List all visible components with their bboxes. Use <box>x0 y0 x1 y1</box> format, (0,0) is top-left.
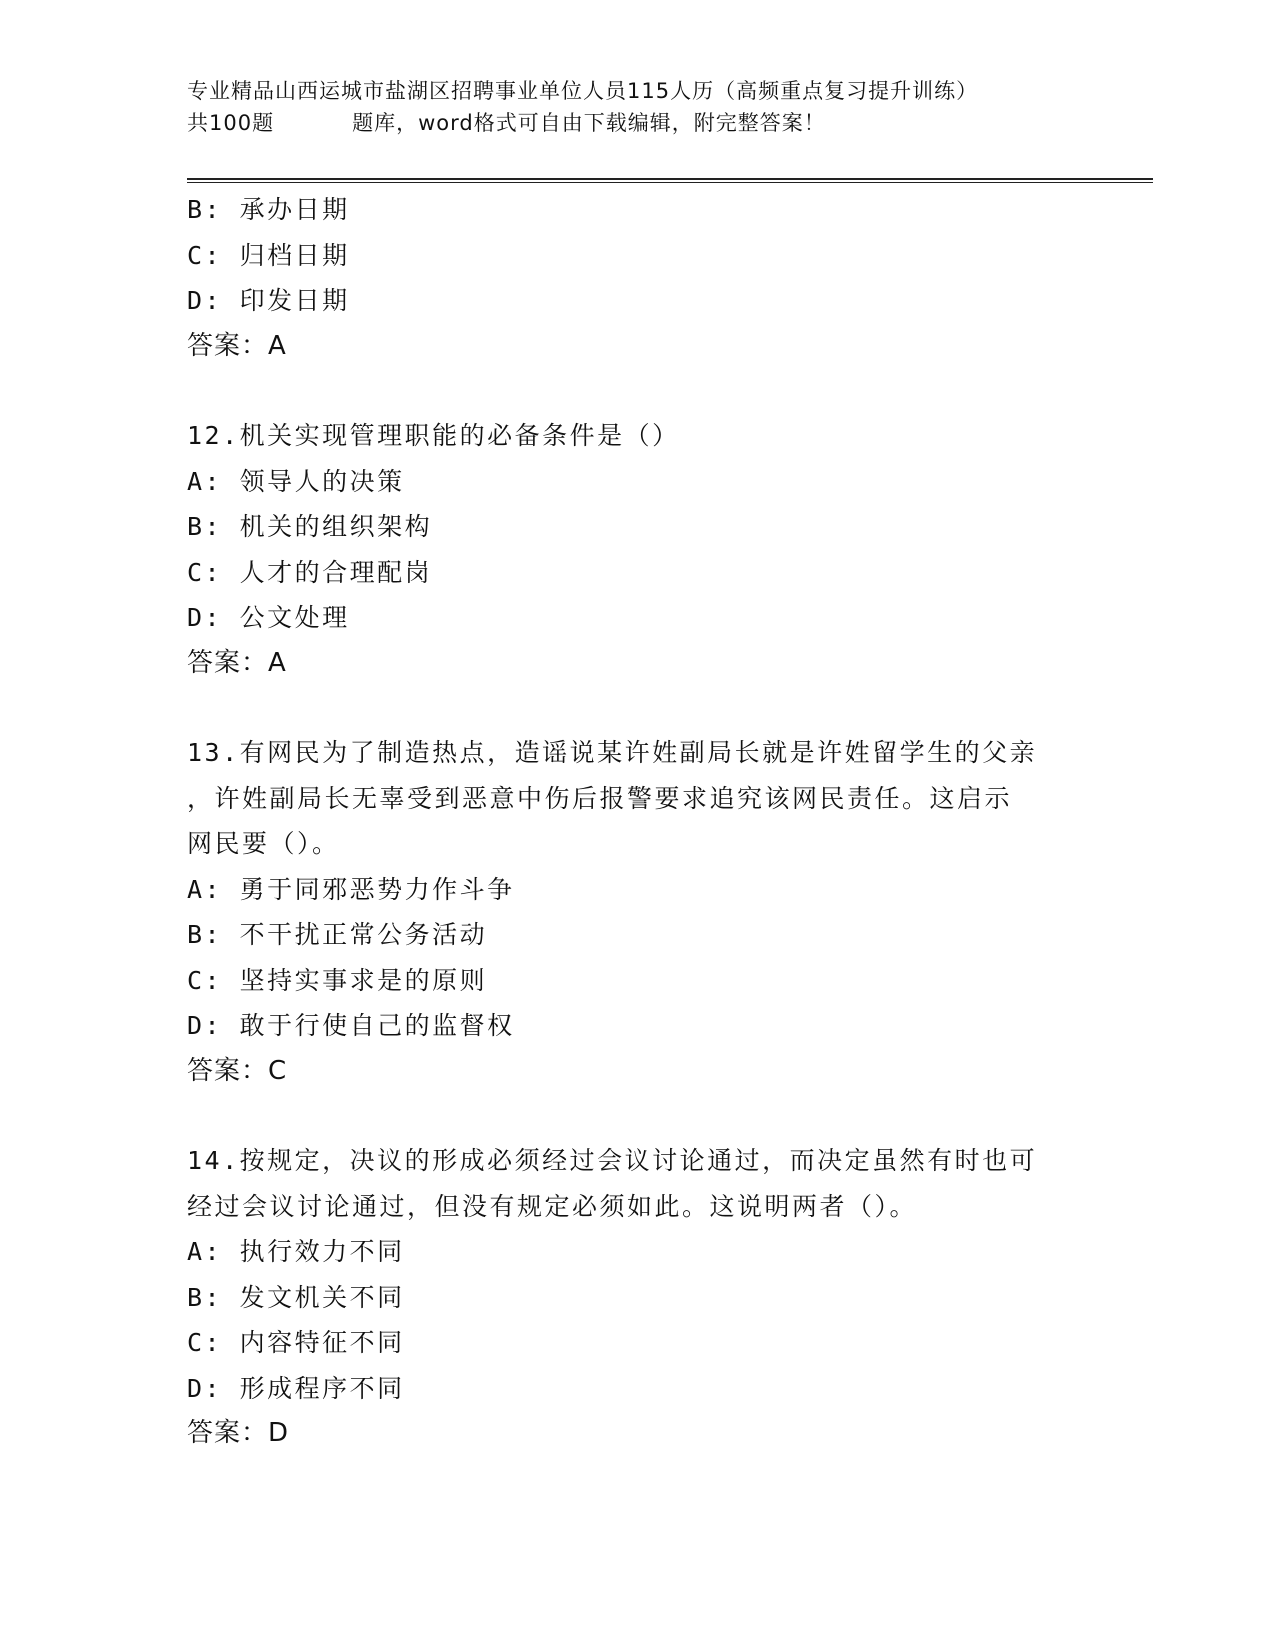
option-b: B: 机关的组织架构 <box>187 512 433 541</box>
answer-line: 答案：C <box>187 1055 288 1086</box>
option-a: A: 执行效力不同 <box>187 1237 405 1266</box>
header-title-line: 专业精品山西运城市盐湖区招聘事业单位人员115人历（高频重点复习提升训练） <box>187 79 979 103</box>
previous-question-tail <box>187 187 1067 369</box>
question-12 <box>187 413 1067 686</box>
option-b: B: 发文机关不同 <box>187 1282 405 1312</box>
option-c: C: 人才的合理配岗 <box>187 557 433 587</box>
option-d: D: 形成程序不同 <box>187 1373 405 1403</box>
document-body <box>187 187 1067 1457</box>
question-stem: 12.机关实现管理职能的必备条件是（） <box>187 421 680 450</box>
page-header <box>187 75 1087 139</box>
option-b: B: 承办日期 <box>187 195 350 224</box>
question-stem-line-2: ，许姓副局长无辜受到恶意中伤后报警要求追究该网民责任。这启示 <box>187 783 1013 813</box>
option-c: C: 内容特征不同 <box>187 1328 405 1357</box>
question-13 <box>187 730 1067 1094</box>
question-stem-line-2: 经过会议讨论通过，但没有规定必须如此。这说明两者（）。 <box>187 1191 918 1221</box>
option-c: C: 坚持实事求是的原则 <box>187 965 488 995</box>
question-stem-line-1: 14.按规定，决议的形成必须经过会议讨论通过，而决定虽然有时也可 <box>187 1146 1038 1175</box>
option-a: A: 勇于同邪恶势力作斗争 <box>187 874 515 904</box>
header-description: 题库，word格式可自由下载编辑，附完整答案！ <box>352 111 826 135</box>
option-d: D: 印发日期 <box>187 286 350 315</box>
option-a: A: 领导人的决策 <box>187 466 405 496</box>
option-d: D: 公文处理 <box>187 603 350 632</box>
answer-line: 答案：A <box>187 330 287 361</box>
question-stem-line-1: 13.有网民为了制造热点，造谣说某许姓副局长就是许姓留学生的父亲 <box>187 738 1038 767</box>
option-d: D: 敢于行使自己的监督权 <box>187 1011 515 1040</box>
header-subtitle-line <box>187 107 1087 139</box>
header-divider <box>187 178 1153 183</box>
header-question-count: 共100题 <box>187 111 275 135</box>
option-b: B: 不干扰正常公务活动 <box>187 920 488 949</box>
question-14 <box>187 1138 1067 1457</box>
answer-line: 答案：D <box>187 1418 290 1448</box>
answer-line: 答案：A <box>187 647 287 678</box>
question-stem-line-3: 网民要（）。 <box>187 829 340 858</box>
option-c: C: 归档日期 <box>187 240 350 270</box>
